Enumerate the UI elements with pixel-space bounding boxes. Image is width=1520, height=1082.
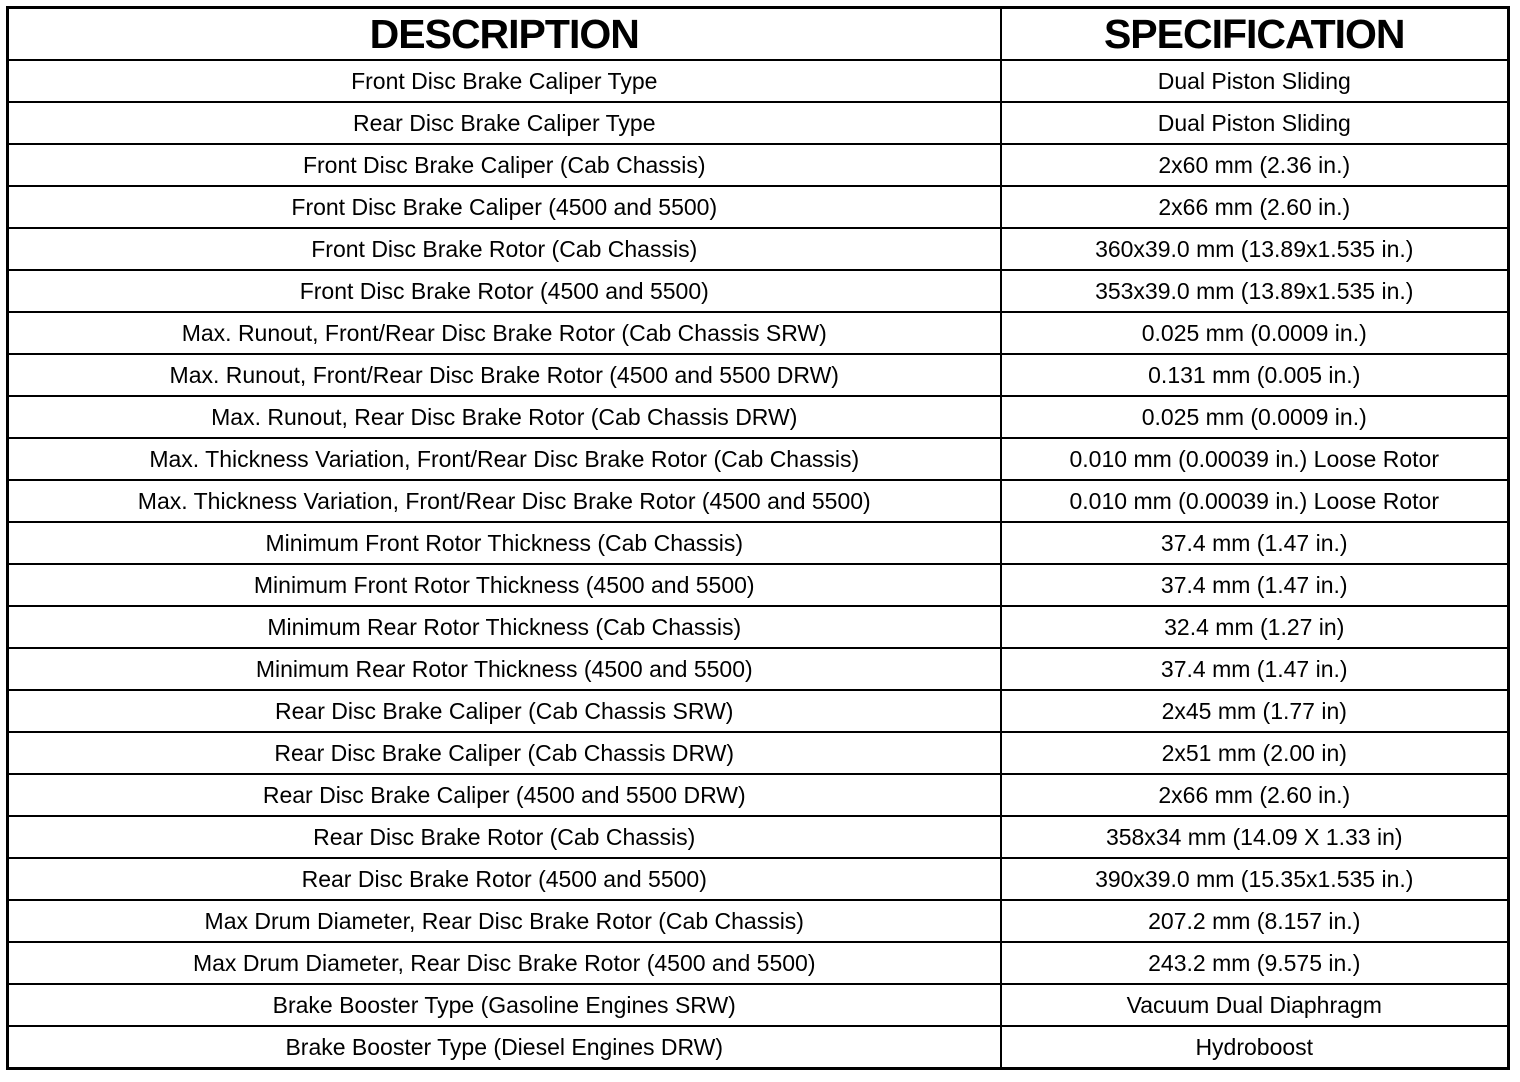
description-cell: Rear Disc Brake Caliper Type xyxy=(8,102,1001,144)
specification-column-header: SPECIFICATION xyxy=(1001,8,1509,61)
specification-cell: 207.2 mm (8.157 in.) xyxy=(1001,900,1509,942)
table-row xyxy=(8,984,1509,1026)
table-row xyxy=(8,606,1509,648)
specification-cell: 0.010 mm (0.00039 in.) Loose Rotor xyxy=(1001,480,1509,522)
description-cell: Max Drum Diameter, Rear Disc Brake Rotor (Cab Chassis) xyxy=(8,900,1001,942)
table-row xyxy=(8,144,1509,186)
specification-cell: 2x60 mm (2.36 in.) xyxy=(1001,144,1509,186)
description-cell: Front Disc Brake Caliper (Cab Chassis) xyxy=(8,144,1001,186)
description-cell: Minimum Rear Rotor Thickness (Cab Chassis) xyxy=(8,606,1001,648)
description-cell: Max. Thickness Variation, Front/Rear Disc Brake Rotor (4500 and 5500) xyxy=(8,480,1001,522)
specifications-table xyxy=(6,6,1510,1070)
description-cell: Rear Disc Brake Caliper (Cab Chassis SRW) xyxy=(8,690,1001,732)
table-row xyxy=(8,60,1509,102)
specification-cell: 37.4 mm (1.47 in.) xyxy=(1001,564,1509,606)
specification-cell: 2x66 mm (2.60 in.) xyxy=(1001,186,1509,228)
description-cell: Front Disc Brake Caliper Type xyxy=(8,60,1001,102)
table-row xyxy=(8,648,1509,690)
table-row xyxy=(8,732,1509,774)
description-cell: Rear Disc Brake Rotor (Cab Chassis) xyxy=(8,816,1001,858)
specification-cell: 0.025 mm (0.0009 in.) xyxy=(1001,396,1509,438)
table-row xyxy=(8,942,1509,984)
specification-cell: 37.4 mm (1.47 in.) xyxy=(1001,522,1509,564)
table-header-row xyxy=(8,8,1509,61)
table-row xyxy=(8,186,1509,228)
specification-cell: 358x34 mm (14.09 X 1.33 in) xyxy=(1001,816,1509,858)
description-cell: Front Disc Brake Rotor (Cab Chassis) xyxy=(8,228,1001,270)
table-row xyxy=(8,900,1509,942)
description-cell: Rear Disc Brake Rotor (4500 and 5500) xyxy=(8,858,1001,900)
specification-cell: 0.010 mm (0.00039 in.) Loose Rotor xyxy=(1001,438,1509,480)
specification-cell: Vacuum Dual Diaphragm xyxy=(1001,984,1509,1026)
specification-cell: 353x39.0 mm (13.89x1.535 in.) xyxy=(1001,270,1509,312)
table-row xyxy=(8,396,1509,438)
specification-cell: 390x39.0 mm (15.35x1.535 in.) xyxy=(1001,858,1509,900)
table-row xyxy=(8,690,1509,732)
specification-cell: 2x51 mm (2.00 in) xyxy=(1001,732,1509,774)
specification-cell: 360x39.0 mm (13.89x1.535 in.) xyxy=(1001,228,1509,270)
specification-cell: 32.4 mm (1.27 in) xyxy=(1001,606,1509,648)
table-row xyxy=(8,438,1509,480)
description-cell: Minimum Front Rotor Thickness (4500 and 5500) xyxy=(8,564,1001,606)
description-cell: Brake Booster Type (Gasoline Engines SRW) xyxy=(8,984,1001,1026)
table-row xyxy=(8,228,1509,270)
specification-cell: Hydroboost xyxy=(1001,1026,1509,1069)
specification-cell: 37.4 mm (1.47 in.) xyxy=(1001,648,1509,690)
description-cell: Max. Runout, Front/Rear Disc Brake Rotor (4500 and 5500 DRW) xyxy=(8,354,1001,396)
description-cell: Rear Disc Brake Caliper (Cab Chassis DRW) xyxy=(8,732,1001,774)
table-row xyxy=(8,312,1509,354)
table-row xyxy=(8,858,1509,900)
table-row xyxy=(8,354,1509,396)
table-row xyxy=(8,816,1509,858)
description-cell: Max. Runout, Front/Rear Disc Brake Rotor (Cab Chassis SRW) xyxy=(8,312,1001,354)
specification-cell: 0.025 mm (0.0009 in.) xyxy=(1001,312,1509,354)
description-cell: Minimum Rear Rotor Thickness (4500 and 5500) xyxy=(8,648,1001,690)
table-body xyxy=(8,60,1509,1069)
table-row xyxy=(8,270,1509,312)
description-cell: Brake Booster Type (Diesel Engines DRW) xyxy=(8,1026,1001,1069)
specification-cell: 0.131 mm (0.005 in.) xyxy=(1001,354,1509,396)
description-cell: Minimum Front Rotor Thickness (Cab Chassis) xyxy=(8,522,1001,564)
description-cell: Front Disc Brake Caliper (4500 and 5500) xyxy=(8,186,1001,228)
description-cell: Front Disc Brake Rotor (4500 and 5500) xyxy=(8,270,1001,312)
description-cell: Rear Disc Brake Caliper (4500 and 5500 DRW) xyxy=(8,774,1001,816)
specification-cell: 2x45 mm (1.77 in) xyxy=(1001,690,1509,732)
table-row xyxy=(8,564,1509,606)
table-row xyxy=(8,1026,1509,1069)
table-row xyxy=(8,774,1509,816)
description-cell: Max Drum Diameter, Rear Disc Brake Rotor (4500 and 5500) xyxy=(8,942,1001,984)
table-row xyxy=(8,102,1509,144)
table-row xyxy=(8,480,1509,522)
description-cell: Max. Runout, Rear Disc Brake Rotor (Cab Chassis DRW) xyxy=(8,396,1001,438)
specification-cell: Dual Piston Sliding xyxy=(1001,60,1509,102)
description-column-header: DESCRIPTION xyxy=(8,8,1001,61)
specification-cell: 243.2 mm (9.575 in.) xyxy=(1001,942,1509,984)
table-row xyxy=(8,522,1509,564)
specification-cell: 2x66 mm (2.60 in.) xyxy=(1001,774,1509,816)
specification-cell: Dual Piston Sliding xyxy=(1001,102,1509,144)
description-cell: Max. Thickness Variation, Front/Rear Disc Brake Rotor (Cab Chassis) xyxy=(8,438,1001,480)
